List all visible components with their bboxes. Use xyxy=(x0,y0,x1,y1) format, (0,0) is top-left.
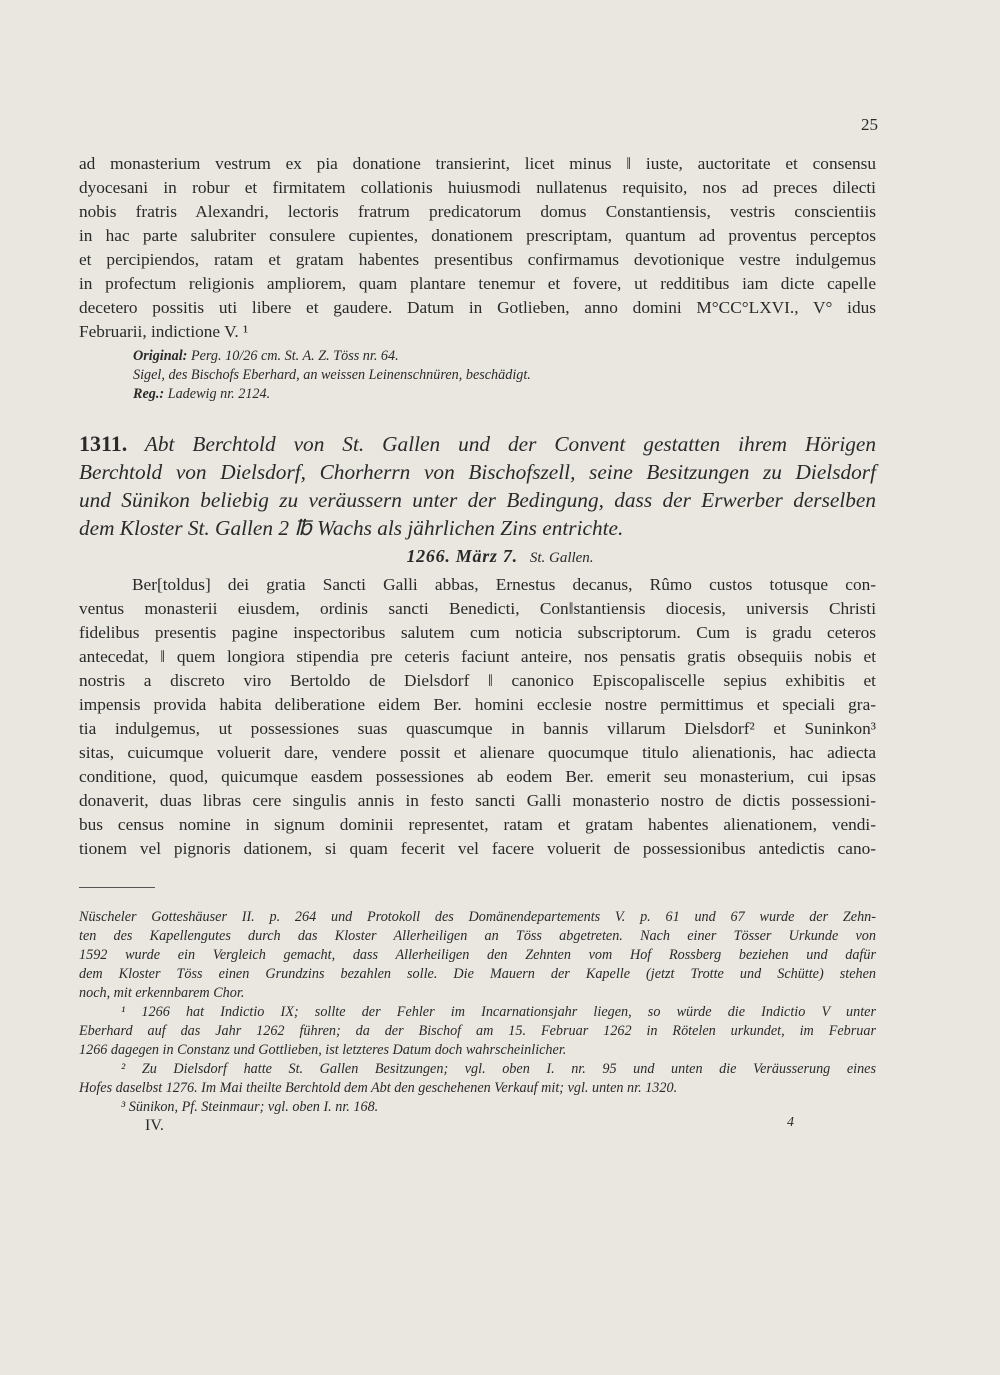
dateline xyxy=(0,546,1000,567)
footnote-line: Hofes daselbst 1276. Im Mai theilte Berchtold dem Abt den geschehenen Verkauf mit; vgl. unten nr. 1320. xyxy=(79,1080,678,1096)
text-line: ad monasterium vestrum ex pia donatione transierint, licet minus ‖ iuste, auctoritate et consensu xyxy=(79,154,876,173)
reg-label: Reg.: xyxy=(133,386,165,402)
document-body xyxy=(79,573,876,861)
regest-line: dem Kloster St. Gallen 2 ℔ Wachs als jährlichen Zins entrichte. xyxy=(79,516,624,540)
body-line: impensis provida habita deliberatione eidem Ber. homini ecclesie nostre permittimus et speciali gra- xyxy=(79,695,876,714)
previous-document-text xyxy=(79,152,876,344)
regest-line xyxy=(79,430,876,458)
footnote-line: 1592 wurde ein Vergleich gemacht, dass Allerheiligen den Zehnten vom Hof Rossberg beziehen und dafür xyxy=(79,947,876,963)
footnote-line: Eberhard auf das Jahr 1262 führen; da der Bischof am 15. Februar 1262 in Rötelen urkundet, im Februar xyxy=(79,1023,876,1039)
body-line: tia indulgemus, ut possessiones suas quascumque in bannis villarum Dielsdorf² et Suninkon³ xyxy=(79,719,876,738)
text-line: in profectum religionis ampliorem, quam plantare tenemur et fovere, ut redditibus iam dicte capelle xyxy=(79,274,876,293)
text-line: in hac parte salubriter consulere cupientes, donationem prescriptam, quantum ad proventus perceptos xyxy=(79,226,876,245)
footnote-line: ¹ 1266 hat Indictio IX; sollte der Fehler im Incarnationsjahr liegen, so würde die Indictio V unter xyxy=(121,1004,876,1020)
body-line: donaverit, duas libras cere singulis annis in festo sancti Galli monasterio nostro de dictis possessioni- xyxy=(79,791,876,810)
footnote-line: noch, mit erkennbarem Chor. xyxy=(79,985,245,1001)
text-line: decetero possitis uti libere et gaudere. Datum in Gotlieben, anno domini M°CC°LXVI., V° idus xyxy=(79,298,876,317)
regest-text: Abt Berchtold von St. Gallen und der Convent gestatten ihrem Hörigen xyxy=(144,432,876,456)
original-label: Original: xyxy=(133,348,188,364)
footnotes xyxy=(79,908,876,1117)
footnote-line: ten des Kapellengutes durch das Kloster Allerheiligen an Töss abgetreten. Nach einer Tösser Urkunde von xyxy=(79,928,876,944)
footnote-divider xyxy=(79,887,155,888)
text-line: dyocesani in robur et firmitatem collationis huiusmodi nullatenus requisito, nos ad preces dilecti xyxy=(79,178,876,197)
footnote-line: 1266 dagegen in Constanz und Gottlieben, ist letzteres Datum doch wahrscheinlicher. xyxy=(79,1042,567,1058)
seal-line: Sigel, des Bischofs Eberhard, an weissen Leinenschnüren, beschädigt. xyxy=(133,367,531,383)
document-number: 1311. xyxy=(79,431,128,456)
footnote-line: ² Zu Dielsdorf hatte St. Gallen Besitzungen; vgl. oben I. nr. 95 und unten die Veräusserung eines xyxy=(121,1061,876,1077)
footnote-line: Nüscheler Gotteshäuser II. p. 264 und Protokoll des Domänendepartements V. p. 61 und 67 wurde der Zehn- xyxy=(79,909,876,925)
place: St. Gallen. xyxy=(529,550,594,566)
body-line: ventus monasterii eiusdem, ordinis sancti Benedicti, Con‖stantiensis diocesis, universis Christi xyxy=(79,599,876,618)
footnote-line: dem Kloster Töss einen Grundzins bezahlen solle. Die Mauern der Kapelle (jetzt Trotte und Schütte) stehen xyxy=(79,966,876,982)
body-line: conditione, quod, quicumque easdem possessiones ab eodem Ber. emerit seu monasterium, cui ipsas xyxy=(79,767,876,786)
reg-text: Ladewig nr. 2124. xyxy=(167,386,271,402)
source-description xyxy=(133,347,930,404)
body-line: tionem vel pignoris dationem, si quam fecerit vel facere voluerit de possessionibus antedictis cano- xyxy=(79,839,876,858)
regest-line: Berchtold von Dielsdorf, Chorherrn von Bischofszell, seine Besitzungen zu Dielsdorf xyxy=(79,460,876,484)
body-line: bus census nomine in signum dominii representet, ratam et gratam habentes alienationem, vendi- xyxy=(79,815,876,834)
text-line: Februarii, indictione V. ¹ xyxy=(79,322,249,341)
volume-signature: IV. xyxy=(145,1117,164,1134)
text-line: nobis fratris Alexandri, lectoris fratrum predicatorum domus Constantiensis, vestris conscientiis xyxy=(79,202,876,221)
footnote-line: ³ Sünikon, Pf. Steinmaur; vgl. oben I. nr. 168. xyxy=(121,1099,379,1115)
original-line xyxy=(133,347,930,366)
page-number: 25 xyxy=(861,115,878,134)
regest-heading xyxy=(79,430,876,542)
regest-line: und Sünikon beliebig zu veräussern unter der Bedingung, dass der Erwerber derselben xyxy=(79,488,876,512)
body-line: nostris a discreto viro Bertoldo de Dielsdorf ‖ canonico Episcopaliscelle sepius exhibitis et xyxy=(79,671,876,690)
original-text: Perg. 10/26 cm. St. A. Z. Töss nr. 64. xyxy=(190,348,399,364)
reg-line xyxy=(133,385,930,404)
body-line: fidelibus presentis pagine inspectoribus salutem cum noticia subscriptorum. Cum is gradu ceteros xyxy=(79,623,876,642)
body-line: antecedat, ‖ quem longiora stipendia pre ceteris faciunt anteire, nos pensatis gratis obsequiis nobis et xyxy=(79,647,876,666)
text-line: et percipiendos, ratam et gratam habentes presentibus confirmamus devotionique vestre indulgemus xyxy=(79,250,876,269)
body-line: sitas, cuicumque voluerit dare, vendere possit et alienare quocumque titulo alienationis, hac adiecta xyxy=(79,743,876,762)
date: 1266. März 7. xyxy=(406,546,518,566)
body-line: Ber[toldus] dei gratia Sancti Galli abbas, Ernestus decanus, Rûmo custos totusque con- xyxy=(132,575,876,594)
sheet-number: 4 xyxy=(787,1115,794,1130)
